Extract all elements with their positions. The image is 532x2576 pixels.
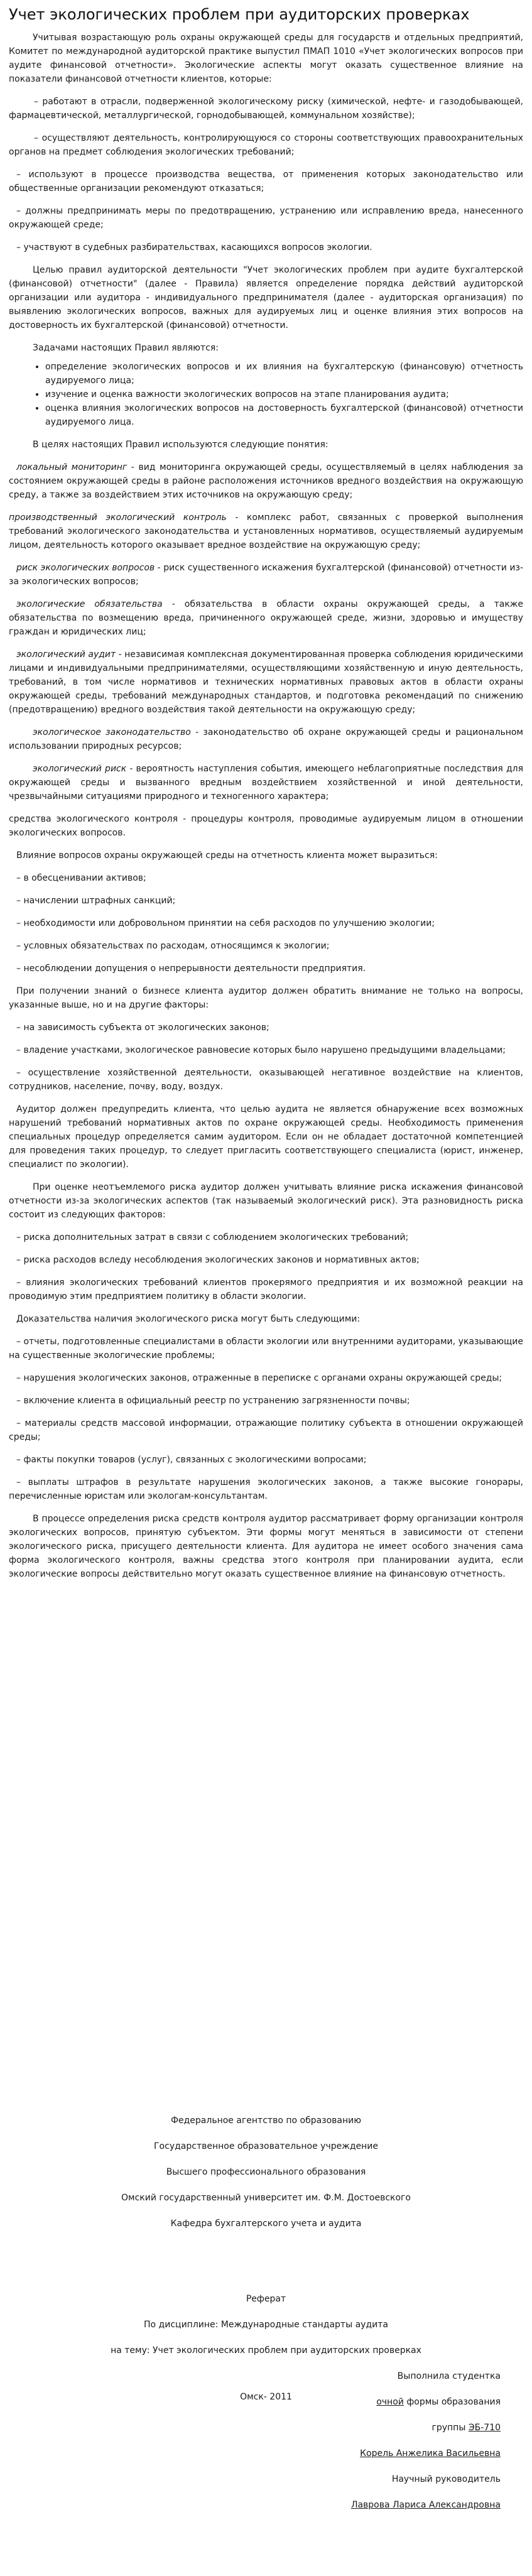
list-item: – необходимости или добровольном принятии на себя расходов по улучшению экологии;: [16, 918, 435, 928]
evidence-list: [9, 1335, 523, 1503]
agency-line: Федеральное агентство по образованию: [170, 2116, 362, 2126]
document-type: Реферат: [246, 2294, 286, 2304]
evidence-heading: Доказательства наличия экологического риска могут быть следующими:: [16, 1314, 361, 1324]
definition-item: [9, 648, 523, 717]
factors-list: [9, 1021, 523, 1094]
definition-text: - вид мониторинга окружающей среды, осуществляемый в целях наблюдения за состоянием окружающей среды в районе расположения источников вредного воздействия на окружающую среду, а также за воздействием этих источников на окружающую среду;: [9, 462, 523, 500]
list-item: – отчеты, подготовленные специалистами в области экологии или внутренними аудиторами, указывающие на существенные экологические проблемы;: [9, 1337, 523, 1361]
risk-list: [9, 1231, 523, 1303]
control-procedures-paragraph: средства экологического контроля - процедуры контроля, проводимые аудируемым лицом в отношении экологических вопросов.: [9, 814, 523, 838]
institution-type-line: Государственное образовательное учреждение: [154, 2141, 378, 2151]
list-item: – влияния экологических требований клиентов прокерямого предприятия и их возможной реакции на проводимую этим предприятием политику в области экологии.: [9, 1278, 523, 1302]
definition-term: экологический риск: [33, 764, 127, 774]
group-label: группы: [432, 2423, 469, 2433]
city-year: Омск- 2011: [240, 2392, 292, 2402]
factors-heading: При получении знаний о бизнесе клиента аудитор должен обратить внимание не только на вопросы, указанные выше, но и на другие факторы:: [9, 986, 523, 1010]
study-form-label: формы образования: [403, 2397, 501, 2407]
department-line: Кафедра бухгалтерского учета и аудита: [170, 2219, 362, 2229]
definition-term: локальный мониторинг: [16, 462, 128, 472]
title-page: [9, 2114, 523, 2512]
discipline-line: По дисциплине: Международные стандарты аудита: [144, 2320, 388, 2330]
list-item: • оценка влияния экологических вопросов на достоверность бухгалтерской (финансовой) отчетности аудируемого лица.: [45, 401, 523, 429]
tasks-heading: Задачами настоящих Правил являются:: [33, 343, 219, 353]
list-item: • определение экологических вопросов и их влияния на бухгалтерскую (финансовую) отчетность аудируемого лица;: [45, 360, 523, 388]
definition-item: [9, 597, 523, 639]
list-item: – материалы средств массовой информации, отражающие политику субъекта в отношении окружающей среды;: [9, 1418, 523, 1442]
purpose-paragraph: Целью правил аудиторской деятельности "Учет экологических проблем при аудите бухгалтерской (финансовой) отчетности" (далее - Правила) является определение порядка действий аудиторской организации или аудитора - индивидуального предпринимателя (далее - аудиторская организация) по выявлению экологических вопросов, важных для аудируемых лиц и оценке влияния этих вопросов на достоверность их бухгалтерской (финансовой) отчетности.: [9, 265, 523, 330]
closing-paragraph: В процессе определения риска средств контроля аудитор рассматривает форму организации контроля экологических вопросов, принятую субъектом. Эти формы могут меняться в зависимости от степени экологического риска, присущего деятельности клиента. Для аудитора не имеет особого значения сама форма экологического контроля, важны средства этого контроля при планировании аудита, если экологические вопросы действительно могут оказать существенное влияние на финансовую отчетность.: [9, 1514, 523, 1579]
list-item: – включение клиента в официальный реестр по устранению загрязненности почвы;: [16, 1396, 410, 1406]
list-item: – должны предпринимать меры по предотвращению, устранению или исправлению вреда, нанесенного окружающей среде;: [9, 206, 523, 230]
list-item: – несоблюдении допущения о непрерывности деятельности предприятия.: [16, 964, 366, 974]
list-item: – работают в отрасли, подверженной экологическому риску (химической, нефте- и газодобывающей, фармацевтической, металлургической, горнодобывающей, коммунальном хозяйстве);: [9, 97, 523, 121]
university-line: Омский государственный университет им. Ф.М. Достоевского: [121, 2193, 411, 2203]
client-list: [9, 95, 523, 254]
impact-list: [9, 871, 523, 976]
list-item: – факты покупки товаров (услуг), связанных с экологическими вопросами;: [16, 1455, 367, 1465]
list-item: – риска дополнительных затрат в связи с соблюдением экологических требований;: [16, 1232, 409, 1242]
list-item: – в обесценивании активов;: [16, 873, 146, 883]
document-title: Учет экологических проблем при аудиторских проверках: [9, 6, 470, 23]
definition-text: - независимая комплексная документированная проверка соблюдения юридическими лицами и индивидуальными предпринимателями, осуществляющими хозяйственную и иную деятельность, требований, в том числе нормативов и технических нормативных правовых актов в области охраны окружающей среды, требований международных стандартов, и подготовка рекомендаций по снижению (предотвращению) вредного воздействия такой деятельности на окружающую среду;: [9, 649, 523, 715]
education-level-line: Высшего профессионального образования: [166, 2167, 366, 2177]
definition-text: - риск существенного искажения бухгалтерской (финансовой) отчетности из-за экологических вопросов;: [9, 563, 523, 587]
performed-by-line: Выполнила студентка: [397, 2371, 501, 2381]
list-item: • изучение и оценка важности экологических вопросов на этапе планирования аудита;: [45, 388, 523, 401]
definition-term: экологическое законодательство: [33, 727, 191, 737]
group-line: [9, 2421, 523, 2435]
definitions-list: [9, 460, 523, 803]
student-name: Корель Анжелика Васильевна: [360, 2448, 501, 2459]
definition-term: экологический аудит: [16, 649, 116, 660]
definition-item: [9, 511, 523, 552]
definition-item: [9, 561, 523, 589]
definition-term: риск экологических вопросов: [16, 563, 155, 573]
list-item: – нарушения экологических законов, отраженные в переписке с органами охраны окружающей среды;: [16, 1373, 502, 1383]
tasks-list: [9, 360, 523, 429]
concepts-heading: В целях настоящих Правил используются следующие понятия:: [33, 440, 328, 450]
list-item: – условных обязательствах по расходам, относящимся к экологии;: [16, 941, 330, 951]
list-item: – используют в процессе производства вещества, от применения которых законодательство или общественные организации рекомендуют отказаться;: [9, 170, 523, 193]
list-item: – осуществление хозяйственной деятельности, оказывающей негативное воздействие на клиентов, сотрудников, население, почву, воду, воздух.: [9, 1068, 523, 1092]
definition-item: [9, 460, 523, 502]
impact-heading: Влияние вопросов охраны окружающей среды на отчетность клиента может выразиться:: [16, 851, 438, 861]
article-body: [9, 31, 523, 1581]
list-item: – начислении штрафных санкций;: [16, 896, 176, 906]
definition-text: - законодательство об охране окружающей среды и рациональном использовании природных ресурсов;: [9, 727, 523, 751]
list-item: – владение участками, экологическое равновесие которых было нарушено предыдущими владельцами;: [16, 1045, 506, 1055]
definition-item: [9, 726, 523, 753]
auditor-warning-paragraph: Аудитор должен предупредить клиента, что целью аудита не является обнаружение всех возможных нарушений требований нормативных актов по охране окружающей среды. Необходимость применения специальных процедур определяется самим аудитором. Если он не обладает достаточной компетенцией для проведения таких процедур, то следует пригласить соответствующего специалиста (юрист, инженер, специалист по экологии).: [9, 1104, 523, 1170]
definition-item: [9, 762, 523, 803]
supervisor-name: Лаврова Лариса Александровна: [350, 2500, 501, 2510]
list-item: – осуществляют деятельность, контролирующуюся со стороны соответствующих правоохранительных органов на предмет соблюдения экологических требований;: [9, 133, 523, 157]
study-form-value: очной: [376, 2397, 404, 2407]
definition-text: - обязательства в области охраны окружающей среды, а также обязательства по возмещению вреда, причиненного окружающей среде, жизни, здоровью и имуществу граждан и юридических лиц;: [9, 599, 524, 637]
group-value: ЭБ-710: [468, 2423, 501, 2433]
topic-line: на тему: Учет экологических проблем при аудиторских проверках: [111, 2345, 421, 2356]
risk-paragraph: При оценке неотъемлемого риска аудитор должен учитывать влияние риска искажения финансовой отчетности из-за экологических аспектов (так называемый экологический риск). Эта разновидность риска состоит из следующих факторов:: [9, 1182, 523, 1220]
list-item: – выплаты штрафов в результате нарушения экологических законов, а также высокие гонорары, перечисленные юристам или экологам-консультантам.: [9, 1477, 523, 1501]
list-item: – риска расходов вследу несоблюдения экологических законов и нормативных актов;: [16, 1255, 420, 1265]
definition-term: производственный экологический контроль: [9, 513, 227, 523]
supervisor-label: Научный руководитель: [391, 2474, 501, 2484]
definition-text: - комплекс работ, связанных с проверкой выполнения требований экологического законодательства и установленных нормативов, осуществляемый аудируемым лицом, деятельность которого оказывает вредное воздействие на окружающую среду;: [9, 513, 523, 550]
intro-paragraph: Учитывая возрастающую роль охраны окружающей среды для государств и отдельных предприятий, Комитет по международной аудиторской практике выпустил ПМАП 1010 «Учет экологических вопросов при аудите финансовой отчетности». Экологические аспекты могут оказать существенное влияние на показатели финансовой отчетности клиентов, которые:: [9, 33, 523, 84]
definition-term: экологические обязательства: [16, 599, 163, 609]
list-item: – на зависимость субъекта от экологических законов;: [16, 1023, 269, 1033]
list-item: – участвуют в судебных разбирательствах, касающихся вопросов экологии.: [16, 242, 372, 253]
definition-text: - вероятность наступления события, имеющего неблагоприятные последствия для окружающей среды и вызванного вредным воздействием хозяйственной и иной деятельности, чрезвычайными ситуациями природного и техногенного характера;: [9, 764, 523, 802]
